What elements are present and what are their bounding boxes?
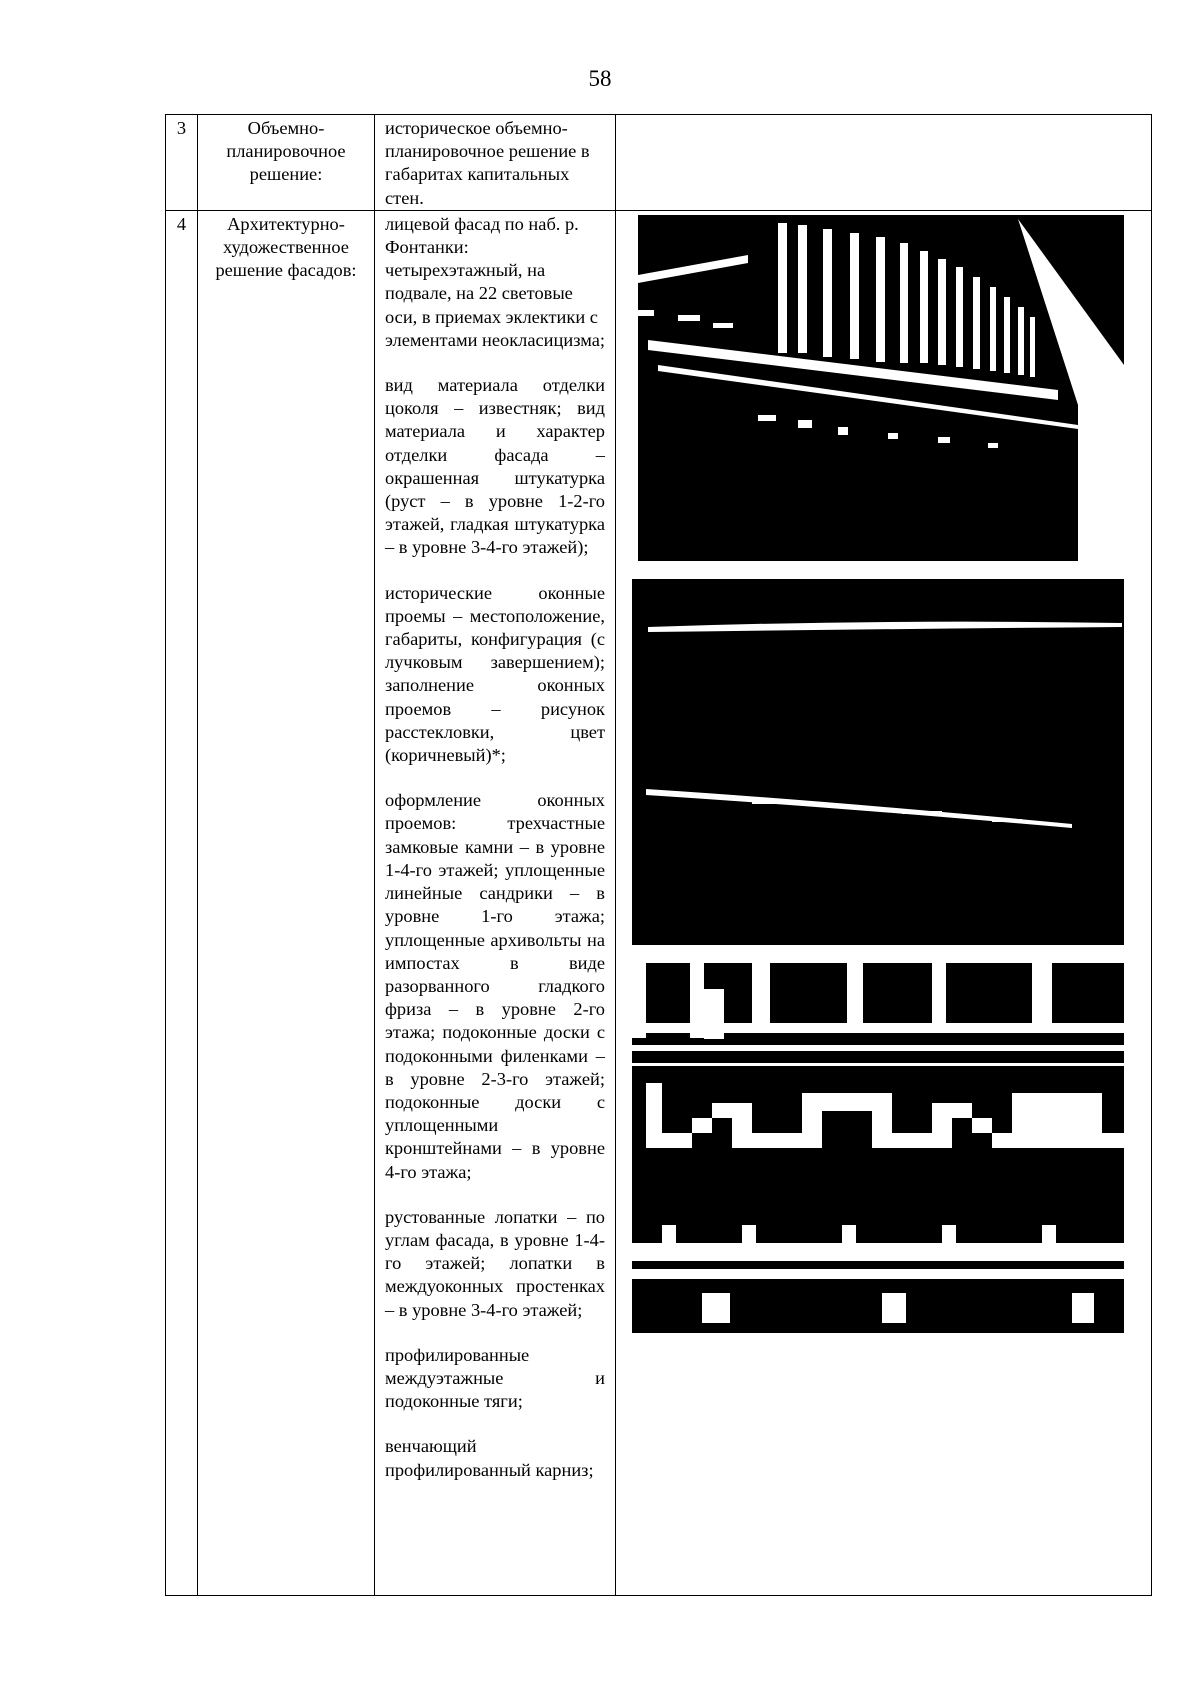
description-paragraph: исторические оконные проемы – местоположение, габариты, конфигурация (с лучковым завершением); заполнение оконных проемов – рисунок расстекловки, цвет (коричневый)*;	[385, 582, 605, 766]
row-description-cell	[375, 210, 616, 1595]
row-image-cell	[616, 210, 1152, 1595]
page-number: 58	[588, 66, 612, 91]
row-image-cell	[616, 115, 1152, 211]
description-paragraph: вид материала отделки цоколя – известняк; вид материала и характер отделки фасада – окрашенная штукатурка (руст – в уровне 1-2-го этажей, гладкая штукатурка – в уровне 3-4-го этажей);	[385, 375, 605, 558]
row-description-cell	[375, 115, 616, 211]
facade-cornice-photo	[632, 579, 1124, 945]
row-number: 4	[176, 213, 187, 234]
row-name: Архитектурно-художественное решение фасадов:	[215, 213, 357, 281]
row-number-cell	[166, 115, 198, 211]
row-name-cell	[198, 210, 375, 1595]
table-row	[166, 210, 1152, 1595]
row-name-cell	[198, 115, 375, 211]
description-paragraph: венчающий профилированный карниз;	[385, 1436, 594, 1480]
row-number-cell	[166, 210, 198, 1595]
description-paragraph: оформление оконных проемов: трехчастные замковые камни – в уровне 1-4-го этажей; уплощенные линейные сандрики – в уровне 1-го этажа; уплощенные архивольты на импостах в виде разорванного гладкого фриза – в уровне 2-го этажа; подоконные доски с подоконными филенками – в уровне 2-3-го этажей; подоконные доски с уплощенными кронштейнами – в уровне 4-го этажа;	[385, 790, 605, 1182]
table-row	[166, 115, 1152, 211]
description-paragraph: рустованные лопатки – по углам фасада, в уровне 1-4-го этажей; лопатки в междуоконных простенках – в уровне 3-4-го этажей;	[385, 1206, 605, 1320]
facade-overview-photo	[638, 215, 1124, 561]
facade-window-detail-image	[632, 963, 1124, 1333]
row-number: 3	[176, 118, 187, 138]
monument-subject-table	[165, 114, 1152, 1596]
facade-cornice-image	[632, 579, 1124, 945]
row-name: Объемно-планировочное решение:	[226, 118, 346, 185]
facade-window-detail-photo	[632, 963, 1124, 1333]
description-paragraph: историческое объемно-планировочное решение в габаритах капитальных стен.	[385, 118, 590, 208]
facade-overview-image	[638, 215, 1124, 561]
description-paragraph: лицевой фасад по наб. р. Фонтанки: четырехэтажный, на подвале, на 22 световые оси, в приемах эклектики с элементами неокласицизма;	[385, 213, 605, 350]
description-paragraph: профилированные междуэтажные и подоконные тяги;	[385, 1344, 605, 1412]
